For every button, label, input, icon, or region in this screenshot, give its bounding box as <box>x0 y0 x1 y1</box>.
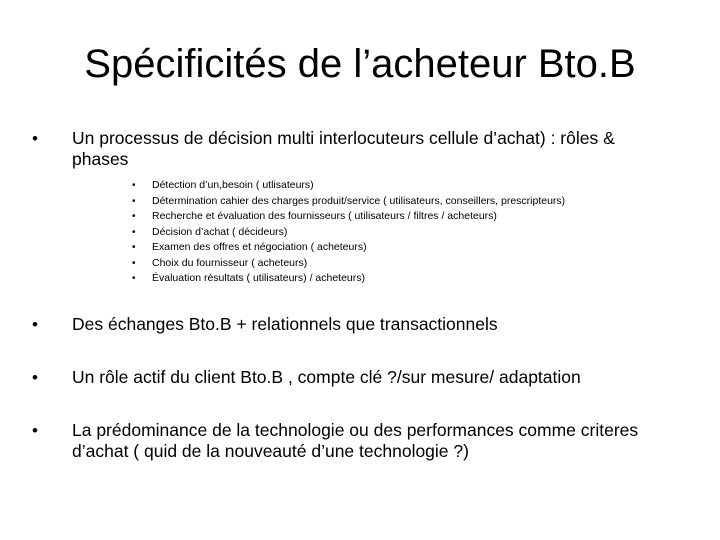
bullet-text: Un rôle actif du client Bto.B , compte clé ?/sur mesure/ adaptation <box>72 366 581 387</box>
bullet-text: La prédominance de la technologie ou des performances comme criteres d’achat ( quid de la nouveauté d’une technologie ?) <box>72 419 639 461</box>
bullet-marker: • <box>32 129 38 148</box>
sub-bullet-text: Recherche et évaluation des fournisseurs ( utilisateurs / filtres / acheteurs) <box>152 210 497 222</box>
sub-bullet-text: Détection d’un,besoin ( utlisateurs) <box>152 179 314 191</box>
bullet-marker: • <box>32 314 38 334</box>
bullet-item-active-role <box>32 366 676 388</box>
bullet-text: Un processus de décision multi interlocuteurs cellule d’achat) : rôles & phases <box>72 128 615 169</box>
sub-bullet-text: Détermination cahier des charges produit/service ( utilisateurs, conseillers, prescripteurs) <box>152 194 566 207</box>
sub-bullet-item <box>132 194 676 210</box>
sub-bullet-text: Examen des offres et négociation ( acheteurs) <box>152 241 367 253</box>
sub-bullet-marker: • <box>132 180 136 191</box>
sub-bullet-text: Choix du fournisseur ( acheteurs) <box>152 256 308 269</box>
sub-bullet-text: Décision d’achat ( décideurs) <box>152 225 288 238</box>
slide-title: Spécificités de l’acheteur Bto.B <box>84 42 636 86</box>
sub-bullet-marker: • <box>132 195 136 207</box>
sub-bullet-item <box>132 240 676 256</box>
bullet-item-technology <box>32 419 676 462</box>
bullet-item-decision-process <box>32 128 676 287</box>
bullet-item-exchanges <box>32 313 676 335</box>
sub-bullet-text: Évaluation résultats ( utilisateurs) / acheteurs) <box>152 272 366 284</box>
sub-bullet-marker: • <box>132 273 136 284</box>
bullet-text: Des échanges Bto.B + relationnels que transactionnels <box>72 313 498 334</box>
sub-bullet-item <box>132 256 676 272</box>
sub-bullet-item <box>132 225 676 241</box>
sub-bullet-marker: • <box>132 242 136 253</box>
bullet-list <box>32 128 676 462</box>
bullet-marker: • <box>32 420 38 440</box>
sub-bullet-item <box>132 271 676 287</box>
sub-bullet-marker: • <box>132 226 136 238</box>
sub-bullet-marker: • <box>132 257 136 269</box>
sub-bullet-marker: • <box>132 211 136 222</box>
sub-bullet-item <box>132 178 676 194</box>
bullet-marker: • <box>32 367 38 387</box>
sub-bullet-item <box>132 209 676 225</box>
sub-bullet-list <box>72 178 676 287</box>
